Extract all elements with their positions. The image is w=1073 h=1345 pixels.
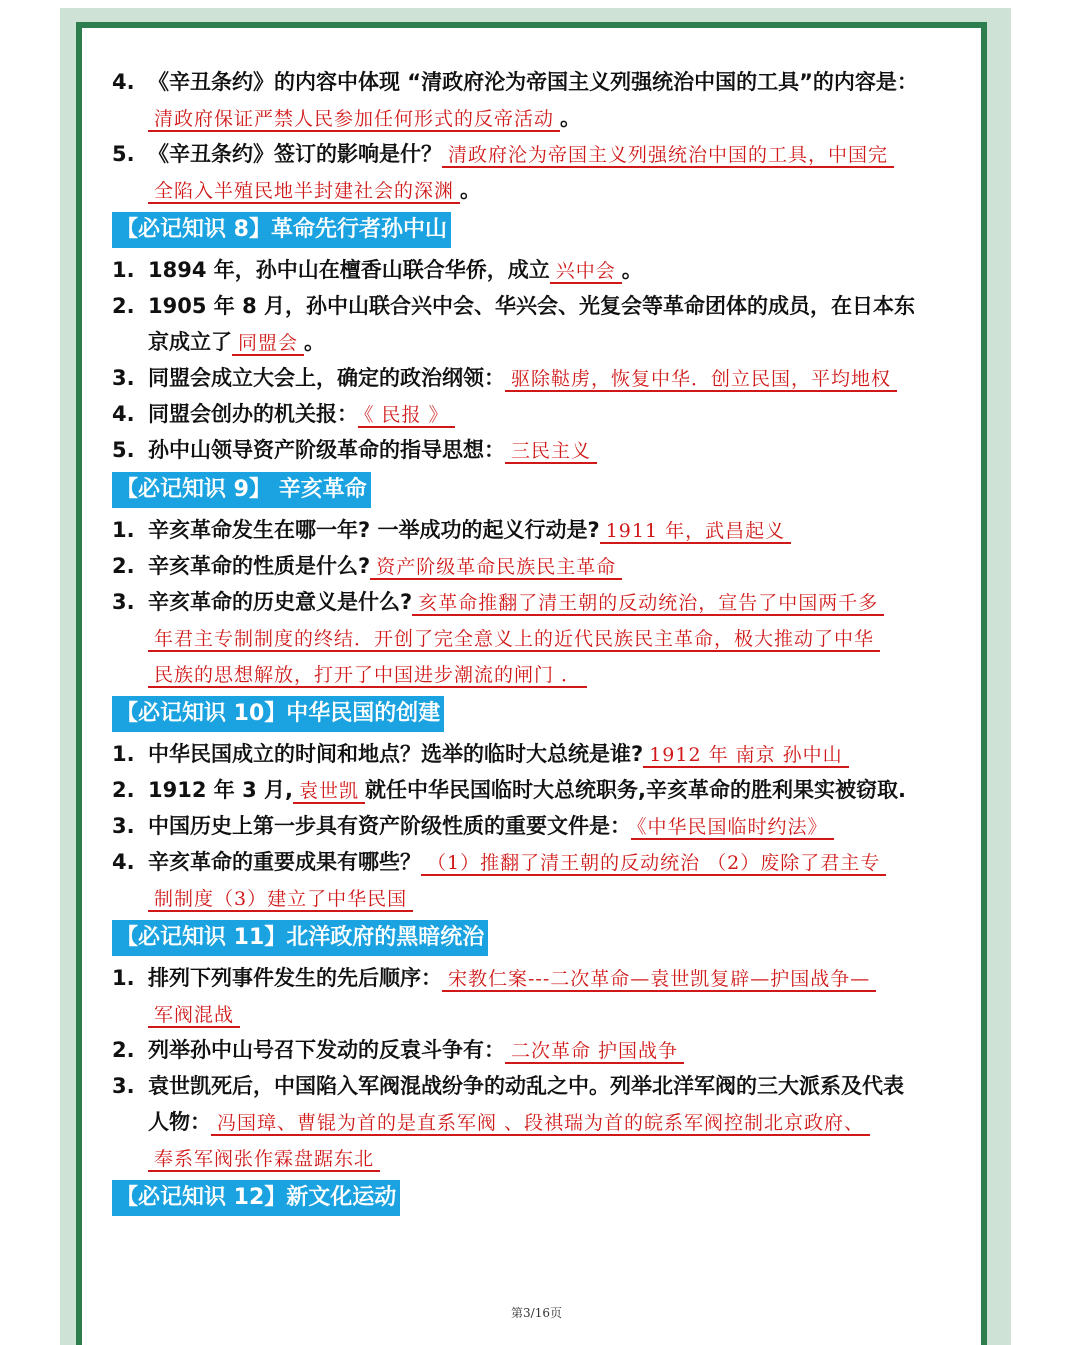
list-item bbox=[112, 772, 972, 808]
answer-text: 袁世凯 bbox=[293, 780, 365, 804]
answer-text: 兴中会 bbox=[550, 260, 622, 284]
list-item bbox=[112, 136, 972, 172]
section-heading: 【必记知识 11】北洋政府的黑暗统治 bbox=[112, 920, 488, 956]
question-text: 辛亥革命的性质是什么? bbox=[148, 554, 371, 578]
item-number: 4. bbox=[112, 402, 135, 426]
answer-text: 二次革命 护国战争 bbox=[505, 1040, 684, 1064]
item-number: 5. bbox=[112, 142, 135, 166]
answer-text: 宋教仁案---二次革命—袁世凯复辟—护国战争— bbox=[442, 968, 876, 992]
list-item bbox=[112, 1032, 972, 1068]
answer-text: （1）推翻了清王朝的反动统治 （2）废除了君主专 bbox=[421, 852, 886, 876]
answer-text: 三民主义 bbox=[505, 440, 597, 464]
item-number: 1. bbox=[112, 258, 135, 282]
list-item bbox=[112, 252, 972, 288]
answer-text: 1911 年，武昌起义 bbox=[600, 520, 791, 544]
question-text: 辛亥革命发生在哪一年? 一举成功的起义行动是? bbox=[148, 518, 600, 542]
list-item bbox=[112, 396, 972, 432]
answer-text: 1912 年 南京 孙中山 bbox=[643, 744, 848, 768]
answer-text: 全陷入半殖民地半封建社会的深渊 bbox=[148, 180, 460, 204]
item-number: 3. bbox=[112, 366, 135, 390]
answer-text: 清政府保证严禁人民参加任何形式的反帝活动 bbox=[148, 108, 560, 132]
item-number: 1. bbox=[112, 518, 135, 542]
list-item-continuation bbox=[112, 656, 972, 692]
answer-text: 亥革命推翻了清王朝的反动统治，宣告了中国两千多 bbox=[412, 592, 884, 616]
answer-text: 同盟会 bbox=[232, 332, 304, 356]
question-text: 中华民国成立的时间和地点？选举的临时大总统是谁? bbox=[148, 742, 644, 766]
list-item-continuation bbox=[112, 880, 972, 916]
item-end: 。 bbox=[460, 178, 482, 202]
list-item-continuation bbox=[112, 620, 972, 656]
list-item bbox=[112, 736, 972, 772]
list-item-continuation bbox=[112, 324, 972, 360]
item-number: 2. bbox=[112, 294, 135, 318]
list-item bbox=[112, 288, 972, 324]
question-text: 《辛丑条约》签订的影响是什？ bbox=[148, 142, 442, 166]
answer-text: 驱除鞑虏，恢复中华．创立民国，平均地权 bbox=[505, 368, 897, 392]
question-text: 人物： bbox=[148, 1110, 211, 1134]
item-number: 4. bbox=[112, 850, 135, 874]
item-number: 5. bbox=[112, 438, 135, 462]
document-content bbox=[112, 64, 972, 1220]
list-item-continuation bbox=[112, 996, 972, 1032]
question-text: 1912 年 3 月, bbox=[148, 778, 293, 802]
question-text: 排列下列事件发生的先后顺序： bbox=[148, 966, 442, 990]
question-text: 孙中山领导资产阶级革命的指导思想： bbox=[148, 438, 505, 462]
section-heading: 【必记知识 10】中华民国的创建 bbox=[112, 696, 444, 732]
page-number: 第3/16页 bbox=[511, 1306, 562, 1320]
question-text: 列举孙中山号召下发动的反袁斗争有： bbox=[148, 1038, 505, 1062]
section-heading: 【必记知识 9】 辛亥革命 bbox=[112, 472, 371, 508]
question-text: 京成立了 bbox=[148, 330, 232, 354]
item-end: 。 bbox=[621, 258, 643, 282]
list-item-continuation bbox=[112, 100, 972, 136]
question-text: 袁世凯死后，中国陷入军阀混战纷争的动乱之中。列举北洋军阀的三大派系及代表 bbox=[148, 1074, 904, 1098]
answer-text: 资产阶级革命民族民主革命 bbox=[370, 556, 622, 580]
list-item bbox=[112, 548, 972, 584]
list-item bbox=[112, 512, 972, 548]
question-text: 辛亥革命的重要成果有哪些？ bbox=[148, 850, 421, 874]
section-heading: 【必记知识 12】新文化运动 bbox=[112, 1180, 400, 1216]
list-item bbox=[112, 432, 972, 468]
question-text: 就任中华民国临时大总统职务,辛亥革命的胜利果实被窃取. bbox=[365, 778, 906, 802]
question-text: 中国历史上第一步具有资产阶级性质的重要文件是： bbox=[148, 814, 631, 838]
question-text: 1894 年，孙中山在檀香山联合华侨，成立 bbox=[148, 258, 550, 282]
answer-text: 《中华民国临时约法》 bbox=[631, 816, 834, 840]
list-item bbox=[112, 64, 972, 100]
item-number: 3. bbox=[112, 814, 135, 838]
item-number: 1. bbox=[112, 742, 135, 766]
list-item bbox=[112, 808, 972, 844]
answer-text: 民族的思想解放，打开了中国进步潮流的闸门 ． bbox=[148, 664, 587, 688]
question-text: 1905 年 8 月，孙中山联合兴中会、华兴会、光复会等革命团体的成员，在日本东 bbox=[148, 294, 915, 318]
list-item-continuation bbox=[112, 172, 972, 208]
question-text: 同盟会创办的机关报： bbox=[148, 402, 358, 426]
list-item bbox=[112, 844, 972, 880]
question-text: 同盟会成立大会上，确定的政治纲领： bbox=[148, 366, 505, 390]
item-number: 3. bbox=[112, 1074, 135, 1098]
list-item bbox=[112, 960, 972, 996]
list-item-continuation bbox=[112, 1140, 972, 1176]
list-item bbox=[112, 360, 972, 396]
item-number: 2. bbox=[112, 778, 135, 802]
section-heading: 【必记知识 8】革命先行者孙中山 bbox=[112, 212, 451, 248]
list-item-continuation bbox=[112, 1104, 972, 1140]
answer-text: 年君主专制制度的终结．开创了完全意义上的近代民族民主革命，极大推动了中华 bbox=[148, 628, 880, 652]
item-number: 2. bbox=[112, 1038, 135, 1062]
answer-text: 《 民报 》 bbox=[358, 404, 455, 428]
item-end: 。 bbox=[560, 106, 582, 130]
answer-text: 清政府沦为帝国主义列强统治中国的工具，中国完 bbox=[442, 144, 894, 168]
list-item bbox=[112, 584, 972, 620]
question-text: 辛亥革命的历史意义是什么? bbox=[148, 590, 413, 614]
answer-text: 军阀混战 bbox=[148, 1004, 240, 1028]
item-end: 。 bbox=[304, 330, 326, 354]
answer-text: 冯国璋、曹锟为首的是直系军阀 、段祺瑞为首的皖系军阀控制北京政府、 bbox=[211, 1112, 870, 1136]
question-text: 《辛丑条约》的内容中体现 “清政府沦为帝国主义列强统治中国的工具”的内容是： bbox=[148, 70, 918, 94]
item-number: 1. bbox=[112, 966, 135, 990]
item-number: 2. bbox=[112, 554, 135, 578]
list-item bbox=[112, 1068, 972, 1104]
answer-text: 奉系军阀张作霖盘踞东北 bbox=[148, 1148, 380, 1172]
answer-text: 制制度（3）建立了中华民国 bbox=[148, 888, 413, 912]
item-number: 4. bbox=[112, 70, 135, 94]
item-number: 3. bbox=[112, 590, 135, 614]
